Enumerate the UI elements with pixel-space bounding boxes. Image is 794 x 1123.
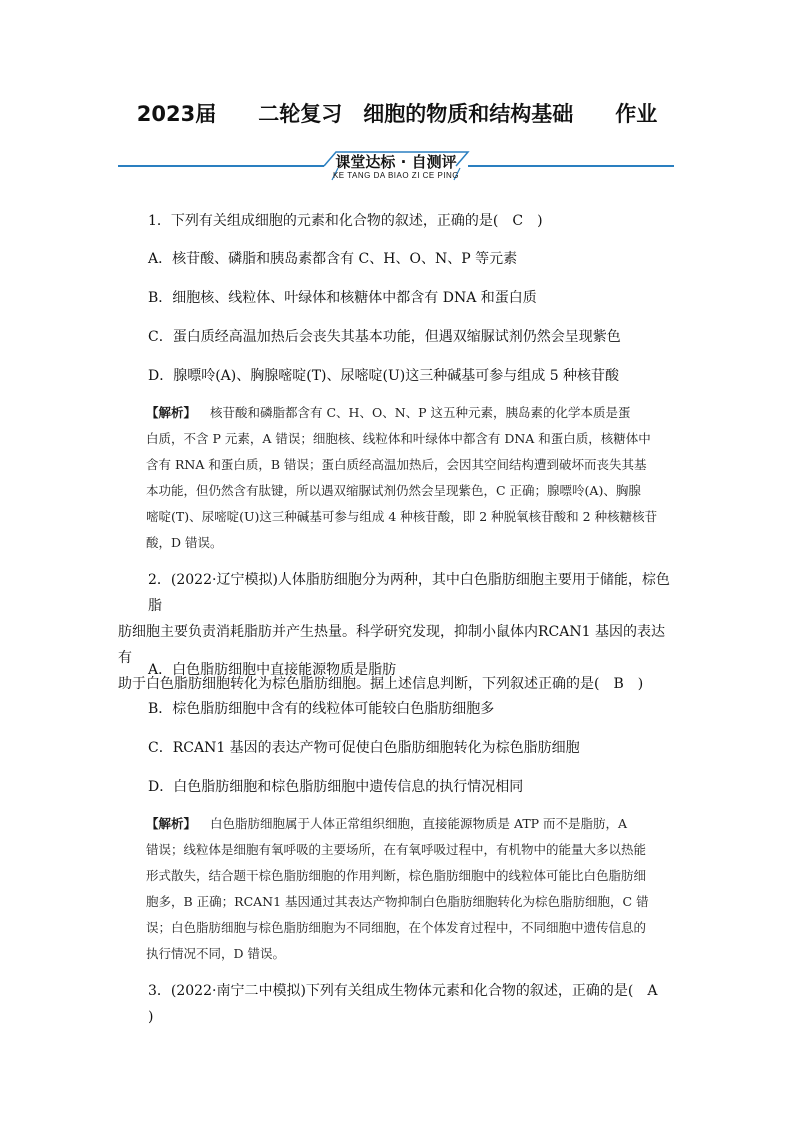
- q1-stem: [148, 208, 676, 234]
- q2-explanation-line: 误；白色脂肪细胞与棕色脂肪细胞为不同细胞，在个体发育过程中，不同细胞中遗传信息的: [146, 920, 647, 935]
- q1-explanation-line: 白质，不含 P 元素，A 错误；细胞核、线粒体和叶绿体中都含有 DNA 和蛋白质，核糖体中: [146, 431, 651, 446]
- q2-explanation-tag: 【解析】: [146, 816, 197, 831]
- q2-explanation-line: 错误；线粒体是细胞有氧呼吸的主要场所，在有氧呼吸过程中，有机物中的能量大多以热能: [146, 842, 647, 857]
- q2-stem-line: 2．(2022·辽宁模拟)人体脂肪细胞分为两种，其中白色脂肪细胞主要用于储能，棕色脂: [148, 572, 670, 614]
- q1-option-c: C．蛋白质经高温加热后会丧失其基本功能，但遇双缩脲试剂仍然会呈现紫色: [148, 329, 621, 345]
- q1-option-b: B．细胞核、线粒体、叶绿体和核糖体中都含有 DNA 和蛋白质: [148, 290, 537, 306]
- q2-stem-line: 肪细胞主要负责消耗脂肪并产生热量。科学研究发现，抑制小鼠体内RCAN1 基因的表达有: [118, 624, 665, 666]
- q2-option-c: C．RCAN1 基因的表达产物可促使白色脂肪细胞转化为棕色脂肪细胞: [148, 740, 580, 756]
- q2-close: ): [637, 676, 644, 692]
- q1-explanation: [146, 400, 678, 556]
- section-label: 课堂达标 · 自测评: [335, 153, 457, 171]
- q1-explanation-line: 酸，D 错误。: [146, 535, 223, 550]
- section-badge-shape: [318, 150, 474, 182]
- q1-explanation-line: 嘧啶(T)、尿嘧啶(U)这三种碱基可参与组成 4 种核苷酸，即 2 种脱氧核苷酸和 2 种核糖核苷: [146, 509, 658, 524]
- q2-explanation: [146, 811, 678, 967]
- q1-stem-text: 1．下列有关组成细胞的元素和化合物的叙述，正确的是(: [148, 213, 499, 229]
- q3-answer: A: [647, 983, 658, 999]
- band-line-left: [118, 165, 324, 167]
- section-band: [118, 150, 674, 186]
- q1-explanation-line: 核苷酸和磷脂都含有 C、H、O、N、P 这五种元素，胰岛素的化学本质是蛋: [210, 405, 631, 420]
- document-title: 2023届 二轮复习 细胞的物质和结构基础 作业: [136, 102, 658, 126]
- q2-explanation-line: 形式散失，结合题干棕色脂肪细胞的作用判断，棕色脂肪细胞中的线粒体可能比白色脂肪细: [146, 868, 647, 883]
- q1-option-d: D．腺嘌呤(A)、胸腺嘧啶(T)、尿嘧啶(U)这三种碱基可参与组成 5 种核苷酸: [148, 368, 620, 384]
- section-sublabel: KE TANG DA BIAO ZI CE PING: [332, 171, 460, 180]
- q1-explanation-tag: 【解析】: [146, 405, 197, 420]
- q2-option-d: D．白色脂肪细胞和棕色脂肪细胞中遗传信息的执行情况相同: [148, 779, 524, 795]
- q3-stem-text: 3．(2022·南宁二中模拟)下列有关组成生物体元素和化合物的叙述，正确的是(: [148, 983, 634, 999]
- q1-answer: C: [512, 213, 524, 229]
- q2-option-a: A．白色脂肪细胞中直接能源物质是脂肪: [148, 662, 397, 678]
- q3-stem: [148, 978, 676, 1030]
- q1-explanation-line: 本功能，但仍然含有肽键，所以遇双缩脲试剂仍然会呈现紫色，C 正确；腺嘌呤(A)、胸腺: [146, 483, 641, 498]
- q1-close: ): [537, 213, 543, 229]
- q2-answer: B: [613, 676, 624, 692]
- q1-explanation-line: 含有 RNA 和蛋白质，B 错误；蛋白质经高温加热后，会因其空间结构遭到破坏而丧失其基: [146, 457, 647, 472]
- q1-option-a: A．核苷酸、磷脂和胰岛素都含有 C、H、O、N、P 等元素: [148, 251, 518, 267]
- q2-explanation-line: 胞多，B 正确；RCAN1 基因通过其表达产物抑制白色脂肪细胞转化为棕色脂肪细胞，C 错: [146, 894, 649, 909]
- q2-explanation-line: 执行情况不同，D 错误。: [146, 946, 285, 961]
- q3-close: ): [148, 1009, 154, 1025]
- q2-explanation-line: 白色脂肪细胞属于人体正常组织细胞，直接能源物质是 ATP 而不是脂肪，A: [210, 816, 628, 831]
- q2-stem-line: 助于白色脂肪细胞转化为棕色脂肪细胞。据上述信息判断，下列叙述正确的是(: [118, 676, 600, 692]
- q2-option-b: B．棕色脂肪细胞中含有的线粒体可能较白色脂肪细胞多: [148, 701, 495, 717]
- band-line-right: [468, 165, 674, 167]
